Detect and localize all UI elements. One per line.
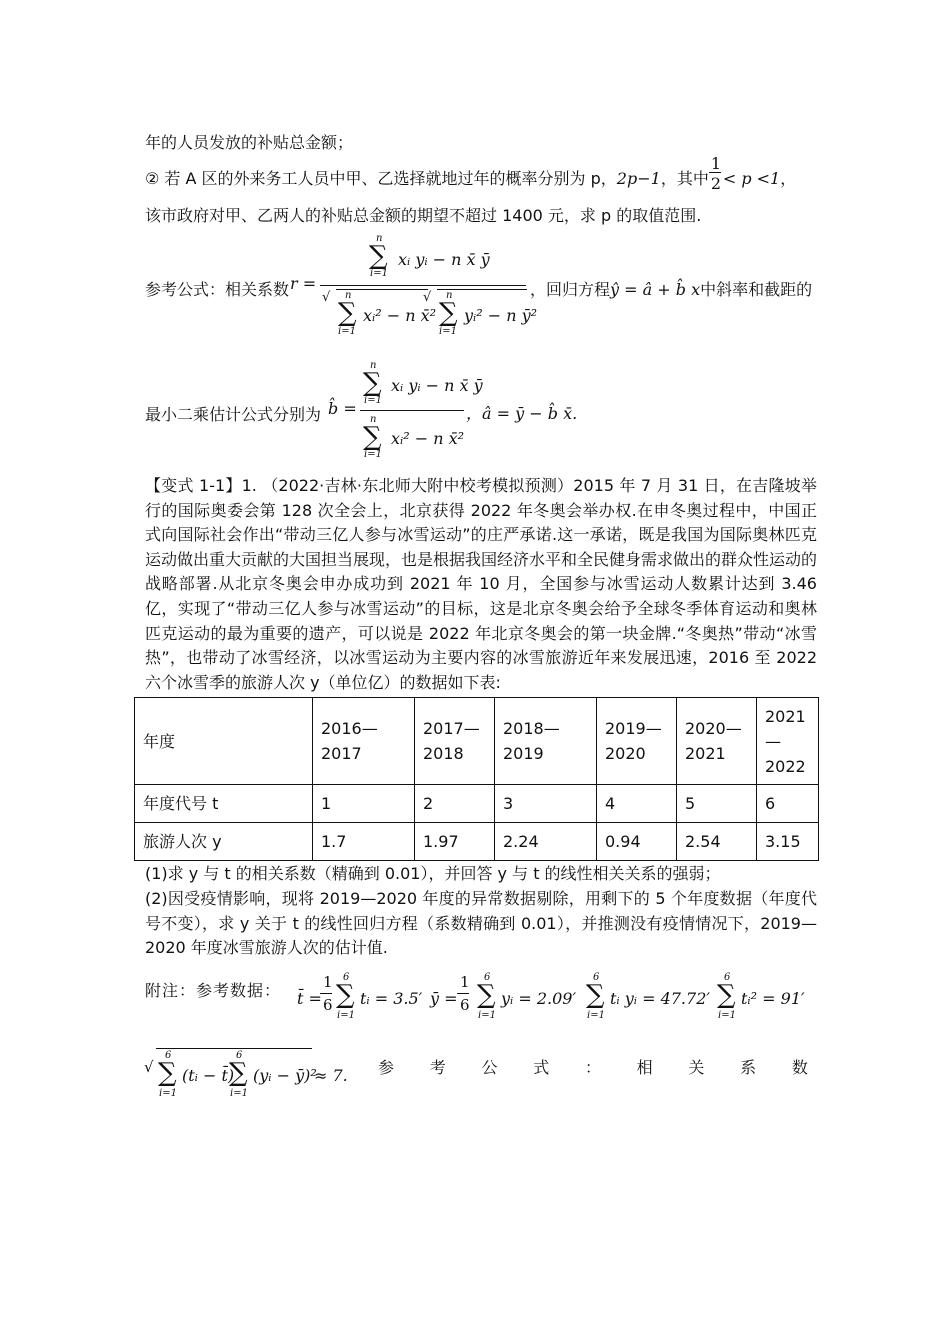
intro-line-2-mid: ，其中 (660, 169, 709, 188)
half-fraction-bar (709, 172, 721, 173)
formula2-num-lower: i=1 (364, 395, 382, 406)
spread-char: 相 (636, 1058, 653, 1077)
formula1-lhs: r = (290, 274, 317, 293)
y-cell: 0.94 (597, 823, 677, 861)
intro-expr: 2p−1 (616, 169, 661, 188)
y-cell: 2.54 (677, 823, 757, 861)
intro-line-2 (145, 154, 797, 193)
root-approx: ≈ 7. (314, 1066, 348, 1085)
intro-line-2-end: ， (780, 169, 797, 188)
question-2: (2)因受疫情影响，现将 2019—2020 年度的异常数据剔除，用剩下的 5 个年度数据（年度代号不变），求 y 关于 t 的线性回归方程（系数精确到 0.01），并推测没有疫情情况下，2019—2020 年度冰雪旅游人次的估计值. (145, 889, 817, 958)
sum-upper: 6 (593, 972, 600, 983)
spread-char: 数 (791, 1058, 808, 1077)
formula1-den-right-sigma: ∑ (439, 298, 458, 328)
year-cell: 2019— 2020 (597, 698, 677, 785)
formula1-after (530, 277, 812, 300)
formula2-den-upper: n (370, 414, 377, 425)
spread-char: 公 (481, 1058, 498, 1077)
t-cell: 1 (313, 785, 415, 823)
spread-char: 系 (740, 1058, 757, 1077)
t-cell: 6 (757, 785, 819, 823)
root-term-y: (yᵢ − ȳ)² (253, 1066, 317, 1085)
reference-formula-heading (378, 1055, 808, 1078)
sum-upper: 6 (165, 1050, 172, 1061)
sigma: ∑ (477, 980, 496, 1010)
t-bar-frac-bar (320, 993, 332, 994)
y-cell: 2.24 (495, 823, 597, 861)
ty-sum-term: tᵢ yᵢ = 47.72′ (610, 989, 711, 1008)
y-cell: 1.97 (415, 823, 495, 861)
radical-left-icon: √ (322, 290, 331, 305)
spread-char: 参 (378, 1058, 395, 1077)
sum-lower: i=1 (587, 1010, 605, 1021)
question-1: (1)求 y 与 t 的相关系数（精确到 0.01），并回答 y 与 t 的线性相关关系的强弱； (145, 864, 721, 883)
row-header-year: 年度 (135, 698, 313, 785)
radical-bar (156, 1048, 312, 1049)
spread-char: 关 (688, 1058, 705, 1077)
formula2-denominator: xᵢ² − n x̄² (391, 429, 465, 448)
sum-lower: i=1 (337, 1010, 355, 1021)
formula1-label: 参考公式：相关系数 (145, 280, 290, 299)
half-numerator: 1 (710, 154, 722, 173)
year-cell: 2021 — 2022 (757, 698, 819, 785)
formula2-den-lower: i=1 (364, 449, 382, 460)
y-bar-lhs: ȳ = (430, 989, 458, 1008)
formula1-after-text: ，回归方程 (530, 280, 611, 299)
formula1-num-sigma: ∑ (369, 241, 388, 271)
table-row-y (135, 823, 819, 861)
regression-equation: ŷ = â + b̂ x (610, 280, 701, 299)
sum-upper: 6 (484, 972, 491, 983)
y-cell: 1.7 (313, 823, 415, 861)
formula2-num-upper: n (370, 360, 377, 371)
row-header-y: 旅游人次 y (135, 823, 313, 861)
formula2-numerator: xᵢ yᵢ − n x̄ ȳ (391, 376, 483, 395)
formula1-den-right: yᵢ² − n ȳ² (464, 306, 538, 325)
formula1-numerator: xᵢ yᵢ − n x̄ ȳ (398, 250, 490, 269)
formula1-tail: 中斜率和截距的 (700, 280, 813, 299)
sum-lower: i=1 (230, 1088, 248, 1099)
spread-char: ： (584, 1058, 601, 1077)
p-condition: < p <1 (722, 169, 781, 188)
sigma: ∑ (586, 980, 605, 1010)
formula2-label: 最小二乘估计公式分别为 (145, 405, 322, 424)
problem-paragraph: 【变式 1-1】1. （2022·吉林·东北师大附中校考模拟预测）2015 年 7 月 31 日，在吉隆坡举行的国际奥委会第 128 次全会上，北京获得 2022 年冬奥会举办权.在申冬奥过程中，中国正式向国际社会作出“带动三亿人参与冰雪运动”的庄严承诺.这一承诺，既是我国为国际奥林匹克运动做出重大贡献的大国担当展现，也是根据我国经济水平和全民健身需求做出的群众性运动的战略部署.从北京冬奥会申办成功到 2021 年 10 月，全国参与冰雪运动人数累计达到 3.46 亿，实现了“带动三亿人参与冰雪运动”的目标，这是北京冬奥会给予全球冬季体育运动和奥林匹克运动的最为重要的遗产，可以说是 2022 年北京冬奥会的第一块金牌.“冬奥热”带动“冰雪热”，也带动了冰雪经济，以冰雪运动为主要内容的冰雪旅游近年来发展迅速，2016 至 2022 六个冰雪季的旅游人次 y（单位亿）的数据如下表: (145, 476, 818, 692)
sigma: ∑ (336, 980, 355, 1010)
sum-lower: i=1 (159, 1088, 177, 1099)
t-cell: 2 (415, 785, 495, 823)
spread-char: 式 (533, 1058, 550, 1077)
half-denominator: 2 (710, 174, 722, 193)
data-table (134, 697, 819, 861)
y-mean-term: yᵢ = 2.09′ (501, 989, 577, 1008)
table-row-t (135, 785, 819, 823)
formula1-den-right-lower: i=1 (439, 326, 457, 337)
radical-icon: √ (144, 1058, 154, 1076)
sum-upper: 6 (724, 972, 731, 983)
half-fraction (709, 154, 723, 193)
year-cell: 2020— 2021 (677, 698, 757, 785)
formula2-rest: ，â = ȳ − b̂ x̄. (466, 404, 578, 423)
y-bar-frac-bar (457, 993, 469, 994)
sigma: ∑ (717, 980, 736, 1010)
t-cell: 4 (597, 785, 677, 823)
year-cell: 2016— 2017 (313, 698, 415, 785)
t-cell: 3 (495, 785, 597, 823)
intro-line-2-prefix: ② 若 A 区的外来务工人员中甲、乙选择就地过年的概率分别为 p， (145, 169, 617, 188)
formula1-den-left: xᵢ² − n x̄² (363, 306, 437, 325)
formula1-den-left-sigma: ∑ (338, 298, 357, 328)
root-term-t: (tᵢ − t̄) (182, 1066, 235, 1085)
y-cell: 3.15 (757, 823, 819, 861)
formula2-den-sigma: ∑ (363, 422, 382, 452)
sigma: ∑ (158, 1058, 177, 1088)
sum-lower: i=1 (478, 1010, 496, 1021)
table-row-year (135, 698, 819, 785)
intro-line-1: 年的人员发放的补贴总金额； (145, 133, 354, 152)
year-cell: 2018— 2019 (495, 698, 597, 785)
t-cell: 5 (677, 785, 757, 823)
sum-upper: 6 (343, 972, 350, 983)
formula1-den-left-lower: i=1 (338, 326, 356, 337)
sigma: ∑ (229, 1058, 248, 1088)
appendix-label: 附注：参考数据： (145, 981, 282, 1000)
formula2-fraction-bar (360, 410, 464, 411)
row-header-t: 年度代号 t (135, 785, 313, 823)
t-mean-term: tᵢ = 3.5′ (360, 989, 423, 1008)
y-bar-frac-num: 1 (460, 973, 470, 991)
formula1-num-sum-lower: i=1 (370, 268, 388, 279)
formula2-lhs: b̂ = (328, 399, 357, 418)
y-bar-frac-den: 6 (460, 996, 470, 1014)
formula2-num-sigma: ∑ (363, 368, 382, 398)
sum-lower: i=1 (718, 1010, 736, 1021)
formula1-den-left-upper: n (345, 290, 352, 301)
formula1-num-sum-upper: n (376, 233, 383, 244)
sum-upper: 6 (236, 1050, 243, 1061)
t-bar-lhs: t̄ = (297, 989, 322, 1008)
t-squared-sum-term: tᵢ² = 91′ (741, 989, 805, 1008)
t-bar-frac-num: 1 (323, 973, 333, 991)
spread-char: 考 (429, 1058, 446, 1077)
t-bar-frac-den: 6 (323, 996, 333, 1014)
year-cell: 2017— 2018 (415, 698, 495, 785)
formula1-den-right-upper: n (446, 290, 453, 301)
intro-line-3: 该市政府对甲、乙两人的补贴总金额的期望不超过 1400 元，求 p 的取值范围. (145, 206, 702, 225)
radical-right-icon: √ (423, 290, 432, 305)
formula1-fraction-bar (320, 285, 526, 286)
